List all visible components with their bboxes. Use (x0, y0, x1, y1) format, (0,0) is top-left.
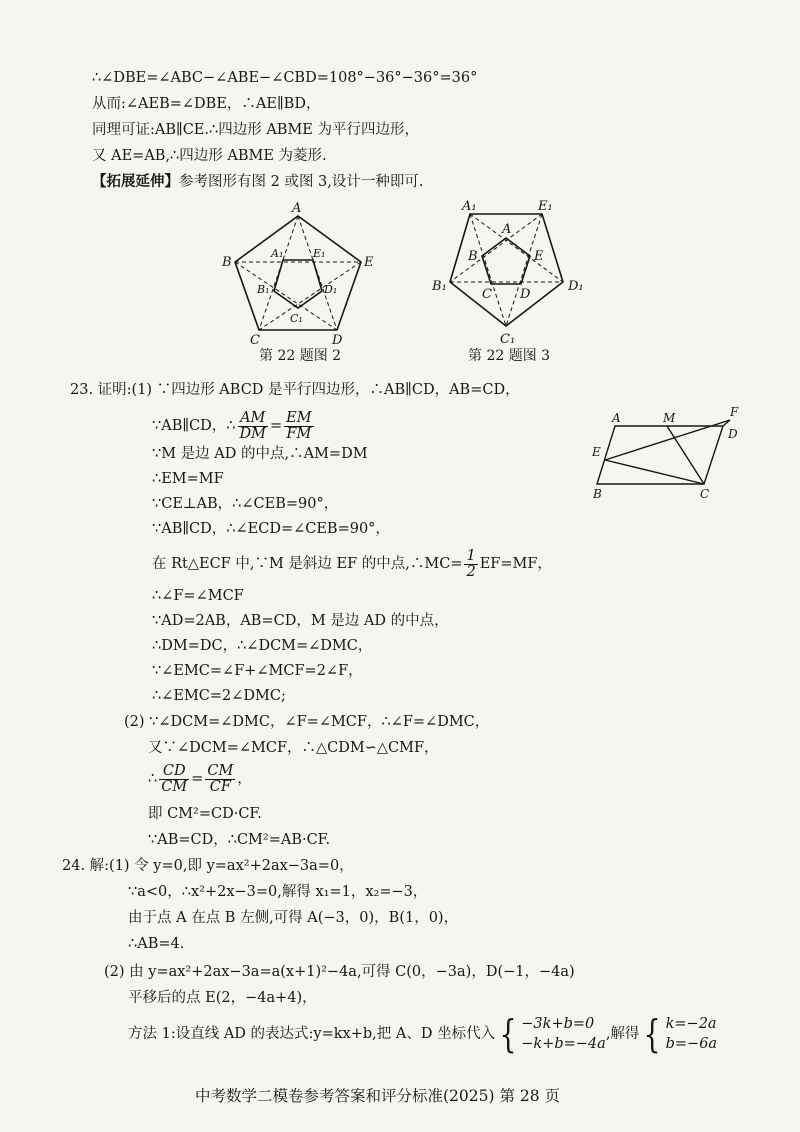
system-eq-1: −3k+b=0 (521, 1016, 595, 1032)
q23-frac-cd-cm (159, 764, 189, 795)
frac-den: CF (209, 778, 231, 795)
q23-s5: ∵AB∥CD，∴∠ECD=∠CEB=90°， (152, 521, 390, 537)
fig3-label-b1: B₁ (432, 279, 447, 294)
fig3-label-c: C (482, 287, 492, 302)
fig3-label-b: B (468, 249, 478, 264)
line-parallelogram: 同理可证:AB∥CE.∴四边形 ABME 为平行四边形， (92, 122, 419, 138)
fig2-label-a1: A₁ (271, 247, 284, 260)
figure-22-3 (430, 198, 590, 348)
figure-22-2 (218, 198, 388, 344)
fig3-label-c1: C₁ (500, 332, 516, 347)
q23-fig-label-f: F (730, 405, 739, 419)
fig2-label-e1: E₁ (313, 247, 326, 260)
fig2-label-e: E (364, 255, 374, 270)
q23-fig-label-a: A (612, 411, 621, 425)
q23-head: 23. 证明:(1) ∵四边形 ABCD 是平行四边形，∴AB∥CD，AB=CD， (70, 382, 520, 398)
frac-den: 2 (466, 563, 476, 580)
fig3-label-e: E (534, 249, 544, 264)
frac-num: CD (159, 764, 189, 780)
q24-head: 24. 解:(1) 令 y=0,即 y=ax²+2ax−3a=0， (62, 858, 354, 874)
figure-q23-parallelogram (590, 404, 750, 504)
frac-num: EM (286, 409, 312, 426)
q24-method1 (128, 1012, 717, 1056)
q23-s6 (152, 548, 552, 580)
q23-fig-label-m: M (663, 411, 676, 425)
line-rhombus: 又 AE=AB,∴四边形 ABME 为菱形. (92, 148, 327, 164)
q23-fig-label-e: E (592, 445, 601, 459)
frac-den: CM (161, 778, 188, 795)
line-extension (92, 172, 424, 192)
line-dbe-angle: ∴∠DBE=∠ABC−∠ABE−∠CBD=108°−36°−36°=36° (92, 70, 478, 86)
q23-p2: (2) ∵∠DCM=∠DMC，∠F=∠MCF，∴∠F=∠DMC， (124, 714, 490, 730)
frac-num: AM (238, 411, 268, 427)
system-eq-2: b=−6a (665, 1036, 718, 1052)
q23-p5: 即 CM²=CD·CF. (148, 806, 262, 822)
q23-p6: ∵AB=CD，∴CM²=AB·CF. (148, 832, 331, 848)
fig3-label-e1: E₁ (538, 199, 553, 214)
q23-s8: ∵AD=2AB，AB=CD，M 是边 AD 的中点， (152, 613, 449, 629)
q23-s1-eq: = (269, 418, 283, 434)
fig2-label-b1: B₁ (257, 283, 270, 296)
q23-s7: ∴∠F=∠MCF (152, 588, 244, 604)
q23-s6-post: EF=MF， (479, 556, 552, 572)
q23-s2: ∵M 是边 AD 的中点,∴AM=DM (152, 446, 368, 462)
q24-s2: 由于点 A 在点 B 左侧,可得 A(−3，0)，B(1，0)， (128, 910, 459, 926)
q23-fig-label-d: D (728, 427, 738, 441)
extension-tag: 【拓展延伸】 (92, 173, 179, 190)
q24-system-2 (666, 1014, 717, 1054)
fig3-label-d: D (520, 287, 531, 302)
q24-p2: (2) 由 y=ax²+2ax−3a=a(x+1)²−4a,可得 C(0，−3a)，D(−1，−4a) (104, 964, 575, 980)
q23-frac-em-fm (284, 411, 313, 442)
q24-s1: ∵a<0，∴x²+2x−3=0,解得 x₁=1，x₂=−3， (128, 884, 428, 900)
q23-s9: ∴DM=DC，∴∠DCM=∠DMC， (152, 638, 373, 654)
fig3-label-a1: A₁ (462, 199, 477, 214)
q24-m1-mid: ,解得 (605, 1026, 640, 1042)
fig3-caption: 第 22 题图 3 (468, 348, 551, 364)
fig3-label-d1: D₁ (568, 279, 584, 294)
fig2-label-a: A (292, 201, 302, 216)
fig2-label-b: B (222, 255, 232, 270)
q23-s3: ∴EM=MF (152, 471, 224, 487)
q23-step-ratio (152, 410, 316, 442)
q23-p3: 又∵∠DCM=∠MCF，∴△CDM∽△CMF， (148, 740, 439, 756)
q24-system-1 (521, 1014, 606, 1054)
brace-left: { (499, 1012, 517, 1056)
fig3-label-a: A (502, 222, 512, 237)
q23-frac-cm-cf (205, 764, 235, 795)
q23-p4 (148, 762, 252, 796)
extension-text: 参考图形有图 2 或图 3,设计一种即可. (179, 174, 424, 190)
q23-fig-label-c: C (700, 487, 710, 501)
frac-num: CM (207, 762, 234, 779)
q24-s3: ∴AB=4. (128, 936, 185, 952)
q23-s1-pre: ∵AB∥CD，∴ (152, 418, 236, 434)
fig2-label-c: C (250, 333, 260, 344)
page-footer: 中考数学二模卷参考答案和评分标准(2025) 第 28 页 (195, 1087, 561, 1105)
q23-s6-pre: 在 Rt△ECF 中,∵M 是斜边 EF 的中点,∴MC= (152, 556, 463, 572)
q24-m1-pre: 方法 1:设直线 AD 的表达式:y=kx+b,把 A、D 坐标代入 (128, 1026, 496, 1042)
q24-p3: 平移后的点 E(2，−4a+4)， (128, 990, 317, 1006)
fig2-label-d: D (332, 333, 343, 344)
frac-den: FM (286, 425, 312, 442)
q23-frac-am-dm (238, 411, 268, 442)
frac-num: 1 (466, 547, 476, 564)
frac-den: DM (239, 425, 266, 442)
system-eq-2: −k+b=−4a (521, 1036, 606, 1052)
q23-p4-post: ， (237, 771, 252, 787)
q23-p4-pre: ∴ (148, 771, 158, 787)
line-ae-parallel-bd: 从而:∠AEB=∠DBE，∴AE∥BD， (92, 96, 321, 112)
q23-fig-label-b: B (593, 487, 602, 501)
fig2-label-c1: C₁ (290, 312, 303, 325)
q23-frac-half (464, 549, 477, 580)
fig2-label-d1: D₁ (324, 283, 338, 296)
system-eq-1: k=−2a (665, 1016, 717, 1032)
brace-left: { (644, 1012, 661, 1056)
q23-s4: ∵CE⊥AB，∴∠CEB=90°， (152, 496, 339, 512)
q23-p4-eq: = (191, 771, 204, 787)
q23-s11: ∴∠EMC=2∠DMC; (152, 688, 286, 704)
fig2-caption: 第 22 题图 2 (259, 348, 342, 364)
q23-s10: ∵∠EMC=∠F+∠MCF=2∠F， (152, 663, 363, 679)
